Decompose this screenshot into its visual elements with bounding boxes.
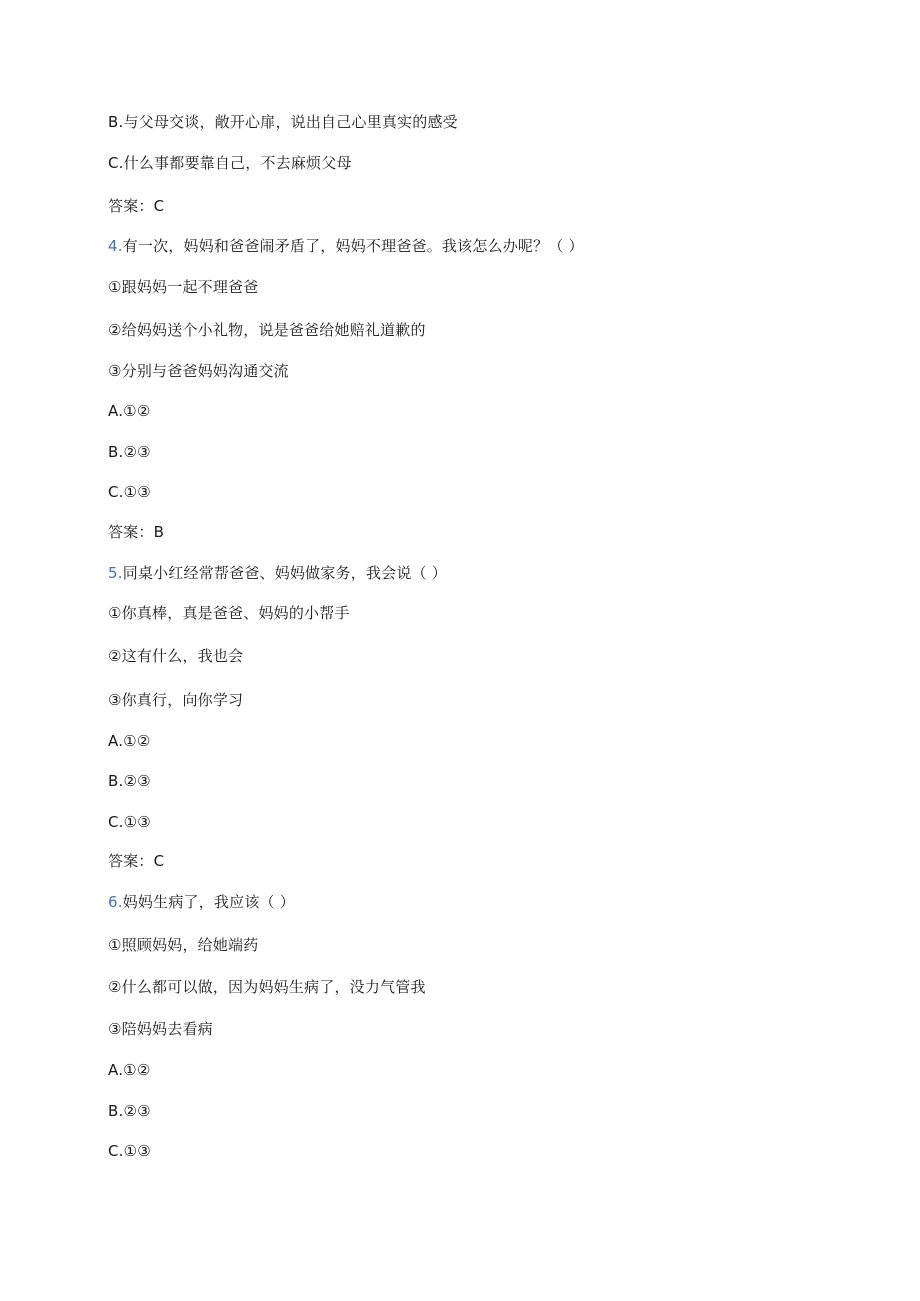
option-b-line: B.与父母交谈，敞开心扉，说出自己心里真实的感受 — [108, 113, 458, 131]
option-c-line: C.①③ — [108, 483, 151, 501]
choice-1-line: ①你真棒，真是爸爸、妈妈的小帮手 — [108, 604, 350, 622]
question-number: 5. — [108, 564, 123, 582]
choice-1-line: ①跟妈妈一起不理爸爸 — [108, 278, 259, 296]
question-4: 4.有一次，妈妈和爸爸闹矛盾了，妈妈不理爸爸。我该怎么办呢？（ ） — [108, 237, 584, 255]
option-b-line: B.②③ — [108, 1102, 151, 1120]
answer-line: 答案：B — [108, 523, 165, 541]
option-c-line: C.①③ — [108, 1142, 151, 1160]
question-6: 6.妈妈生病了，我应该（ ） — [108, 893, 295, 911]
option-b-line: B.②③ — [108, 772, 151, 790]
choice-1-line: ①照顾妈妈，给她端药 — [108, 936, 259, 954]
choice-3-line: ③陪妈妈去看病 — [108, 1020, 213, 1038]
choice-3-line: ③分别与爸爸妈妈沟通交流 — [108, 362, 289, 380]
answer-line: 答案：C — [108, 852, 165, 870]
option-a-line: A.①② — [108, 732, 151, 750]
question-5: 5.同桌小红经常帮爸爸、妈妈做家务，我会说（ ） — [108, 564, 447, 582]
option-c-line: C.①③ — [108, 813, 151, 831]
choice-2-line: ②给妈妈送个小礼物，说是爸爸给她赔礼道歉的 — [108, 321, 426, 339]
answer-line: 答案：C — [108, 197, 165, 215]
option-a-line: A.①② — [108, 402, 151, 420]
choice-3-line: ③你真行，向你学习 — [108, 691, 244, 709]
option-a-line: A.①② — [108, 1061, 151, 1079]
question-number: 4. — [108, 237, 123, 255]
choice-2-line: ②什么都可以做，因为妈妈生病了，没力气管我 — [108, 978, 426, 996]
choice-2-line: ②这有什么，我也会 — [108, 647, 244, 665]
option-c-line: C.什么事都要靠自己，不去麻烦父母 — [108, 154, 352, 172]
question-number: 6. — [108, 893, 123, 911]
option-b-line: B.②③ — [108, 443, 151, 461]
